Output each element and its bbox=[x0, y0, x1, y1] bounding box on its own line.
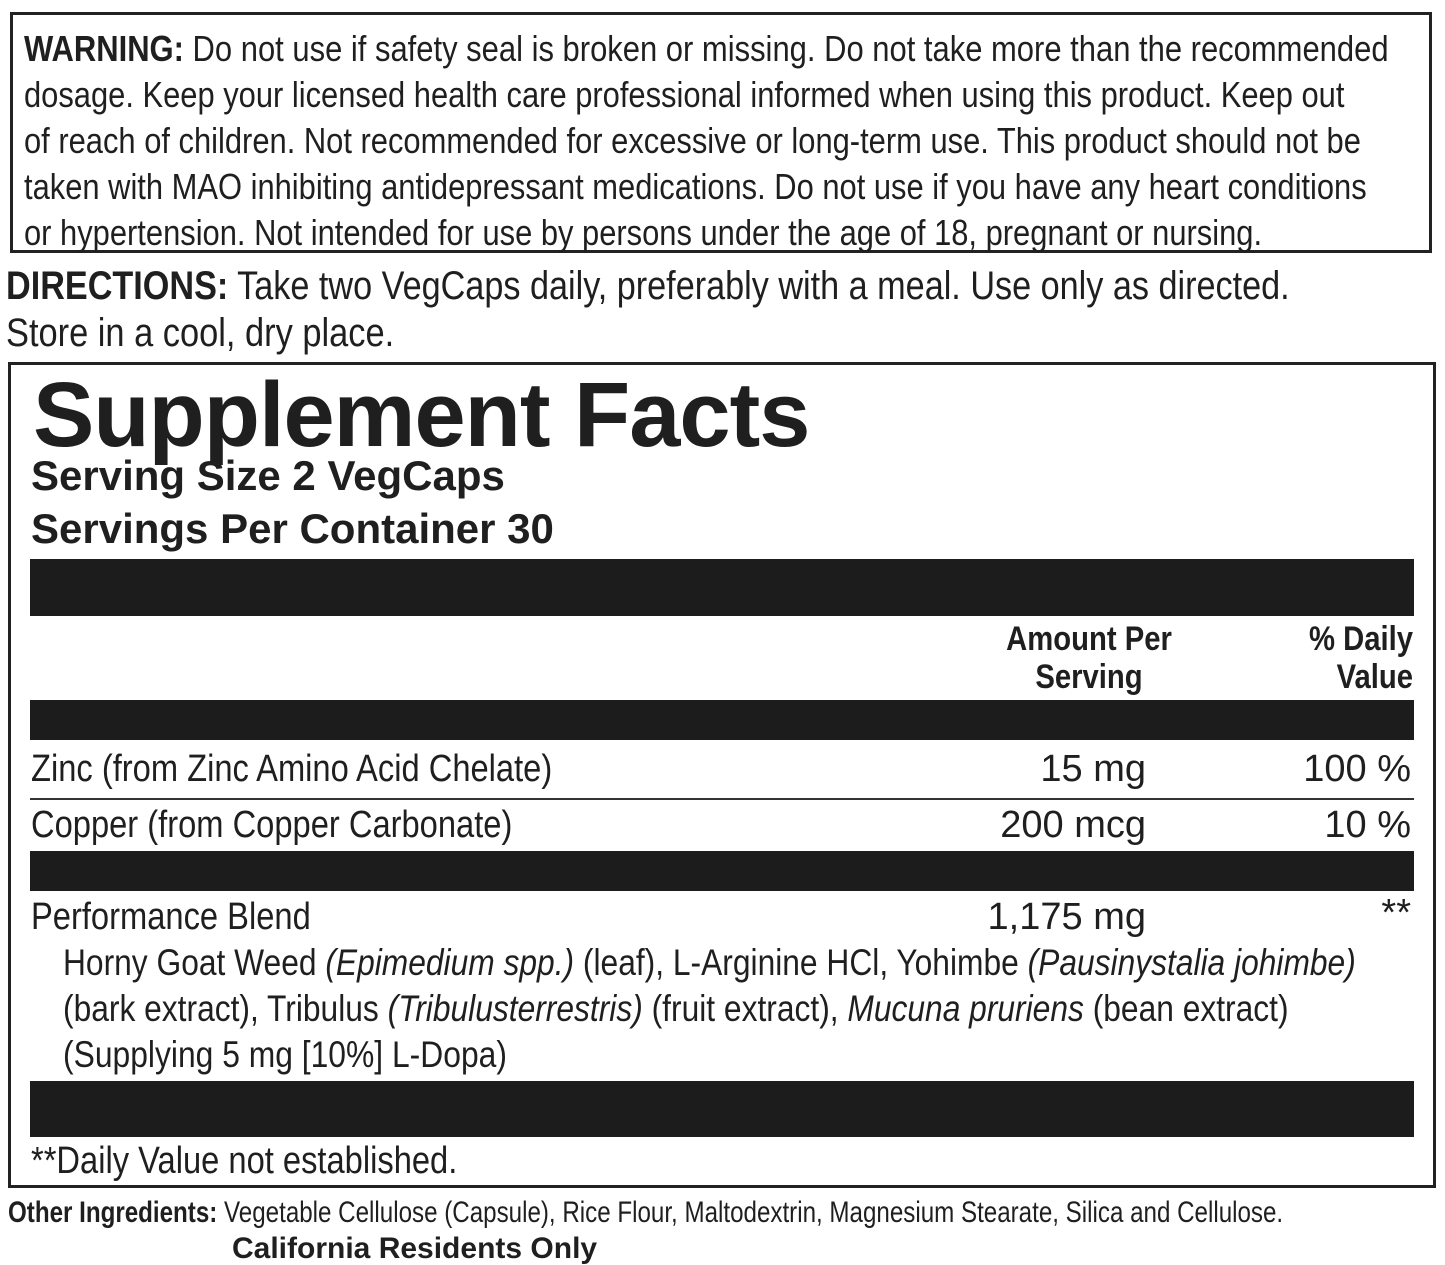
other-ingredients-label: Other Ingredients: bbox=[8, 1196, 218, 1229]
warning-line-4: taken with MAO inhibiting antidepressant medications. Do not use if you have any heart conditions bbox=[24, 166, 1367, 207]
footnote: **Daily Value not established. bbox=[31, 1140, 458, 1182]
blend-text: (bark extract), Tribulus bbox=[63, 988, 388, 1029]
nutrient-dv-copper: 10 % bbox=[1324, 804, 1411, 846]
other-ingredients bbox=[8, 1196, 1283, 1230]
warning-text-1: Do not use if safety seal is broken or missing. Do not take more than the recommended bbox=[192, 28, 1389, 69]
medium-divider-2 bbox=[30, 851, 1414, 891]
daily-value-header bbox=[1293, 620, 1413, 696]
blend-text: (bean extract) bbox=[1083, 988, 1289, 1029]
cut-off-text: California Residents Only bbox=[232, 1232, 598, 1265]
directions-label: DIRECTIONS: bbox=[6, 264, 229, 308]
blend-dv: ** bbox=[1381, 892, 1411, 934]
facts-title: Supplement Facts bbox=[33, 364, 810, 466]
blend-text: (fruit extract), bbox=[642, 988, 848, 1029]
amount-header-line-1: Amount Per bbox=[1006, 620, 1172, 658]
blend-text: Horny Goat Weed bbox=[63, 942, 326, 983]
warning-line-3: of reach of children. Not recommended for excessive or long-term use. This product should not be bbox=[24, 120, 1361, 161]
directions-line-2: Store in a cool, dry place. bbox=[6, 311, 395, 355]
warning-line-2: dosage. Keep your licensed health care professional informed when using this product. Keep out bbox=[24, 74, 1345, 115]
serving-size: Serving Size 2 VegCaps bbox=[31, 452, 505, 499]
other-ingredients-text: Vegetable Cellulose (Capsule), Rice Flour, Maltodextrin, Magnesium Stearate, Silica and Cellulose. bbox=[217, 1196, 1284, 1229]
thick-divider-bottom bbox=[30, 1081, 1414, 1137]
dv-header-line-1: % Daily bbox=[1308, 620, 1413, 658]
nutrient-name-zinc: Zinc (from Zinc Amino Acid Chelate) bbox=[31, 748, 553, 790]
blend-text: (leaf), L-Arginine HCl, Yohimbe bbox=[574, 942, 1028, 983]
row-divider bbox=[30, 798, 1414, 800]
blend-latin: (Tribulusterrestris) bbox=[387, 988, 643, 1029]
blend-name: Performance Blend bbox=[31, 896, 311, 938]
nutrient-amount-zinc: 15 mg bbox=[1040, 748, 1146, 790]
medium-divider bbox=[30, 700, 1414, 740]
directions-text-1: Take two VegCaps daily, preferably with a meal. Use only as directed. bbox=[237, 264, 1290, 308]
blend-latin: (Pausinystalia johimbe) bbox=[1027, 942, 1356, 983]
warning-line-1 bbox=[24, 28, 1389, 69]
servings-per-container: Servings Per Container 30 bbox=[31, 505, 554, 552]
thick-divider-top bbox=[30, 559, 1414, 616]
blend-ingredients-line-2 bbox=[63, 989, 1289, 1029]
nutrient-name-copper: Copper (from Copper Carbonate) bbox=[31, 804, 513, 846]
warning-box bbox=[10, 12, 1432, 253]
amount-per-serving-header bbox=[994, 620, 1183, 696]
blend-ingredients-line-3: (Supplying 5 mg [10%] L-Dopa) bbox=[63, 1034, 507, 1075]
nutrient-amount-copper: 200 mcg bbox=[1000, 804, 1146, 846]
blend-latin: Mucuna pruriens bbox=[847, 988, 1084, 1029]
warning-label: WARNING: bbox=[24, 28, 184, 69]
blend-latin: (Epimedium spp.) bbox=[325, 942, 575, 983]
blend-amount: 1,175 mg bbox=[987, 896, 1146, 938]
dv-header-line-2: Value bbox=[1336, 658, 1413, 696]
nutrient-dv-zinc: 100 % bbox=[1303, 748, 1411, 790]
directions-line-1 bbox=[6, 266, 1290, 306]
warning-line-5: or hypertension. Not intended for use by persons under the age of 18, pregnant or nursing. bbox=[24, 212, 1263, 253]
blend-ingredients-line-1 bbox=[63, 943, 1356, 983]
amount-header-line-2: Serving bbox=[1035, 658, 1143, 696]
supplement-facts-panel bbox=[8, 362, 1436, 1188]
